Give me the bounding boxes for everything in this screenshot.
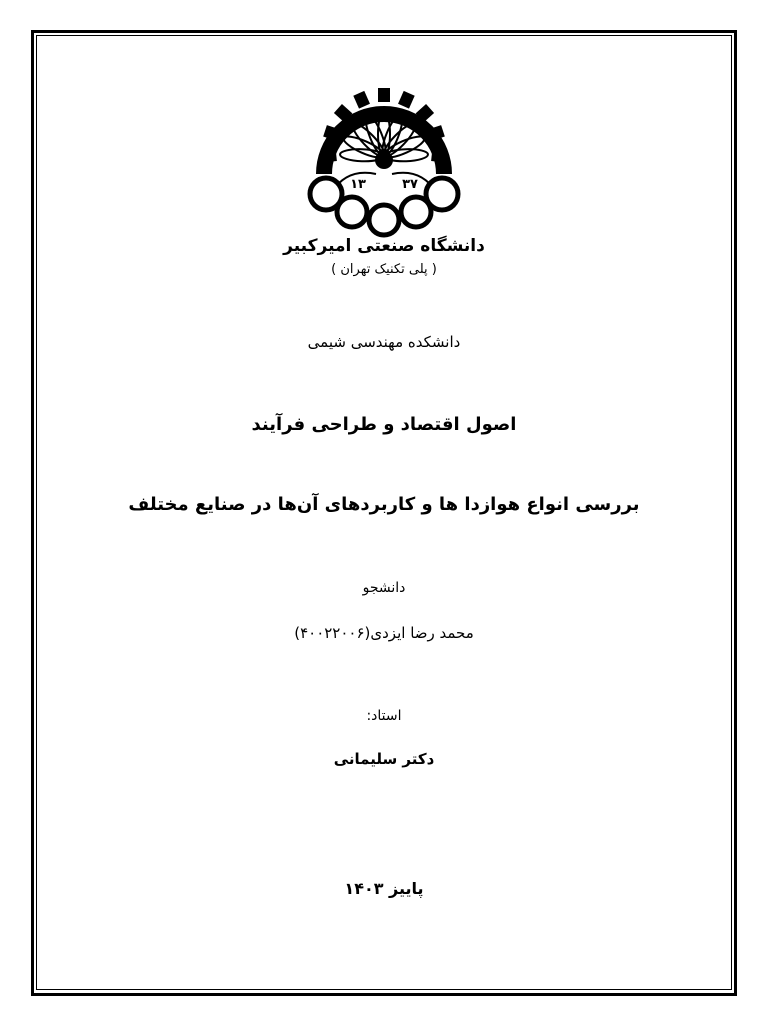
amirkabir-university-emblem-icon (302, 88, 466, 240)
course-title: اصول اقتصاد و طراحی فرآیند (251, 414, 517, 435)
semester-date: پاییز ۱۴۰۳ (344, 879, 424, 898)
student-name: محمد رضا ایزدی(۴۰۰۲۲۰۰۶) (294, 624, 474, 642)
university-name: دانشگاه صنعتی امیرکبیر (283, 236, 485, 256)
student-label: دانشجو (362, 580, 406, 596)
logo-number-left: ۱۳ (350, 177, 366, 192)
advisor-label: استاد: (366, 708, 402, 724)
university-subtitle: ( پلی تکنیک تهران ) (331, 262, 437, 277)
advisor-name: دکتر سلیمانی (333, 750, 435, 768)
faculty-name: دانشکده مهندسی شیمی (307, 333, 461, 351)
report-topic: بررسی انواع هوازدا ها و کاربردهای آن‌ها در صنایع مختلف (128, 494, 640, 515)
logo-number-right: ۳۷ (402, 177, 418, 192)
